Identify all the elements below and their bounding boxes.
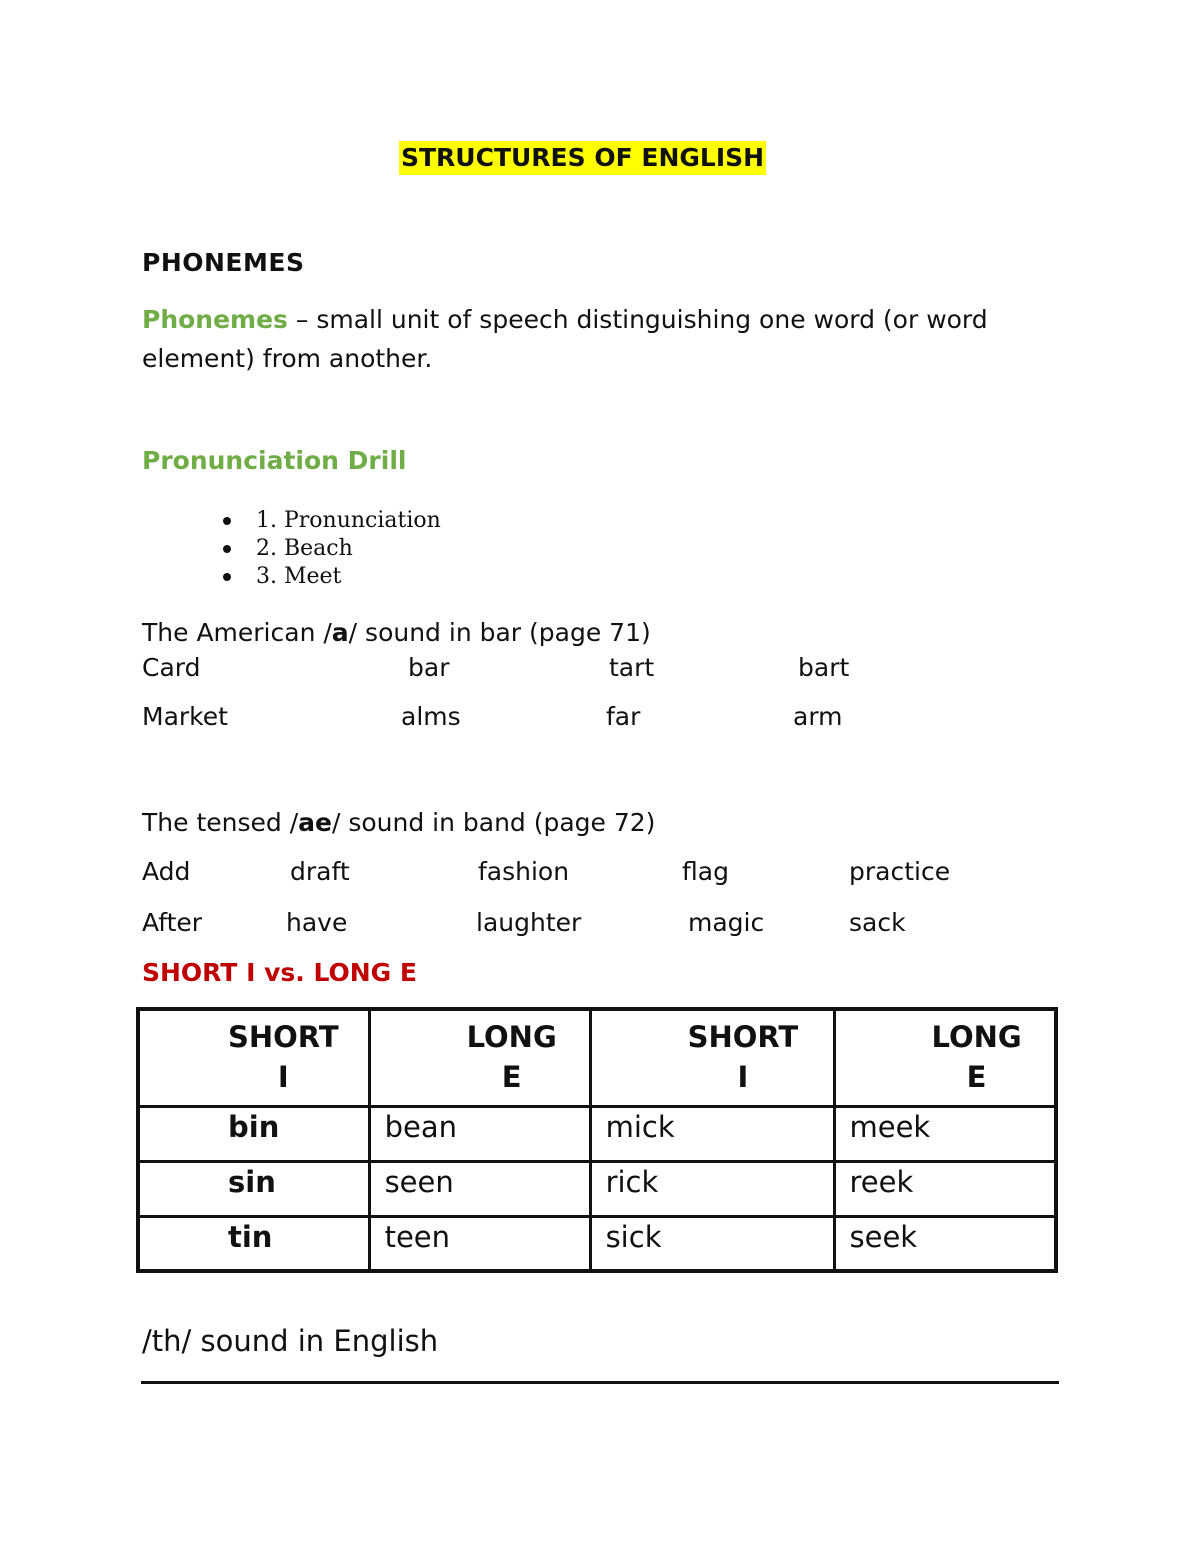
- phonemes-definition: [142, 300, 1042, 378]
- intro-text: The American /: [142, 618, 332, 647]
- phoneme-symbol: a: [331, 618, 349, 647]
- table-header-cell: [590, 1009, 834, 1106]
- definition-term: Phonemes: [142, 305, 288, 334]
- tensed-ae-intro: [142, 808, 655, 837]
- word: bart: [798, 653, 850, 682]
- intro-text: / sound in bar (page 71): [348, 618, 651, 647]
- table-cell: tin: [138, 1216, 369, 1271]
- header-line: E: [501, 1060, 522, 1094]
- table-header-cell: [138, 1009, 369, 1106]
- header-line: SHORT: [228, 1020, 339, 1054]
- header-line: E: [966, 1060, 987, 1094]
- list-item: 1. Pronunciation: [220, 507, 441, 535]
- short-i-long-e-heading: SHORT I vs. LONG E: [142, 958, 417, 987]
- word: far: [606, 702, 641, 731]
- header-line: I: [737, 1060, 749, 1094]
- table-cell: sick: [590, 1216, 834, 1271]
- american-a-intro: [142, 618, 651, 647]
- word: practice: [849, 857, 951, 886]
- horizontal-rule: [141, 1381, 1059, 1384]
- list-item: 3. Meet: [220, 563, 441, 591]
- word: fashion: [478, 857, 570, 886]
- header-line: SHORT: [687, 1020, 799, 1054]
- header-line: LONG: [466, 1020, 557, 1054]
- intro-text: The tensed /: [142, 808, 299, 837]
- word: alms: [401, 702, 461, 731]
- header-line: LONG: [931, 1020, 1022, 1054]
- word: arm: [793, 702, 843, 731]
- word: bar: [408, 653, 450, 682]
- word: draft: [290, 857, 350, 886]
- th-sound-heading: /th/ sound in English: [142, 1324, 439, 1358]
- table-cell: bean: [369, 1106, 590, 1161]
- drill-list: [220, 507, 441, 591]
- word: laughter: [476, 908, 582, 937]
- table-cell: seek: [834, 1216, 1056, 1271]
- vowel-comparison-table: [136, 1007, 1058, 1273]
- pronunciation-drill-heading: Pronunciation Drill: [142, 446, 407, 475]
- table-cell: mick: [590, 1106, 834, 1161]
- table-cell: reek: [834, 1161, 1056, 1216]
- word: Add: [142, 857, 191, 886]
- word: sack: [849, 908, 906, 937]
- table-row: [138, 1161, 1056, 1216]
- word: Market: [142, 702, 228, 731]
- table-cell: teen: [369, 1216, 590, 1271]
- table-cell: sin: [138, 1161, 369, 1216]
- table-cell: rick: [590, 1161, 834, 1216]
- word: have: [286, 908, 348, 937]
- phoneme-symbol: ae: [298, 808, 332, 837]
- word: Card: [142, 653, 201, 682]
- header-line: I: [277, 1060, 289, 1094]
- list-item: 2. Beach: [220, 535, 441, 563]
- table-cell: seen: [369, 1161, 590, 1216]
- word: magic: [688, 908, 765, 937]
- table-cell: bin: [138, 1106, 369, 1161]
- intro-text: / sound in band (page 72): [331, 808, 656, 837]
- table-header-cell: [834, 1009, 1056, 1106]
- document-title: STRUCTURES OF ENGLISH: [399, 141, 766, 175]
- table-cell: meek: [834, 1106, 1056, 1161]
- table-row: [138, 1106, 1056, 1161]
- word: After: [142, 908, 203, 937]
- table-header-cell: [369, 1009, 590, 1106]
- word: flag: [682, 857, 729, 886]
- word: tart: [609, 653, 655, 682]
- table-header-row: [138, 1009, 1056, 1106]
- phonemes-heading: PHONEMES: [142, 248, 305, 277]
- table-row: [138, 1216, 1056, 1271]
- definition-text: – small unit of speech distinguishing one word (or word element) from another.: [142, 305, 988, 373]
